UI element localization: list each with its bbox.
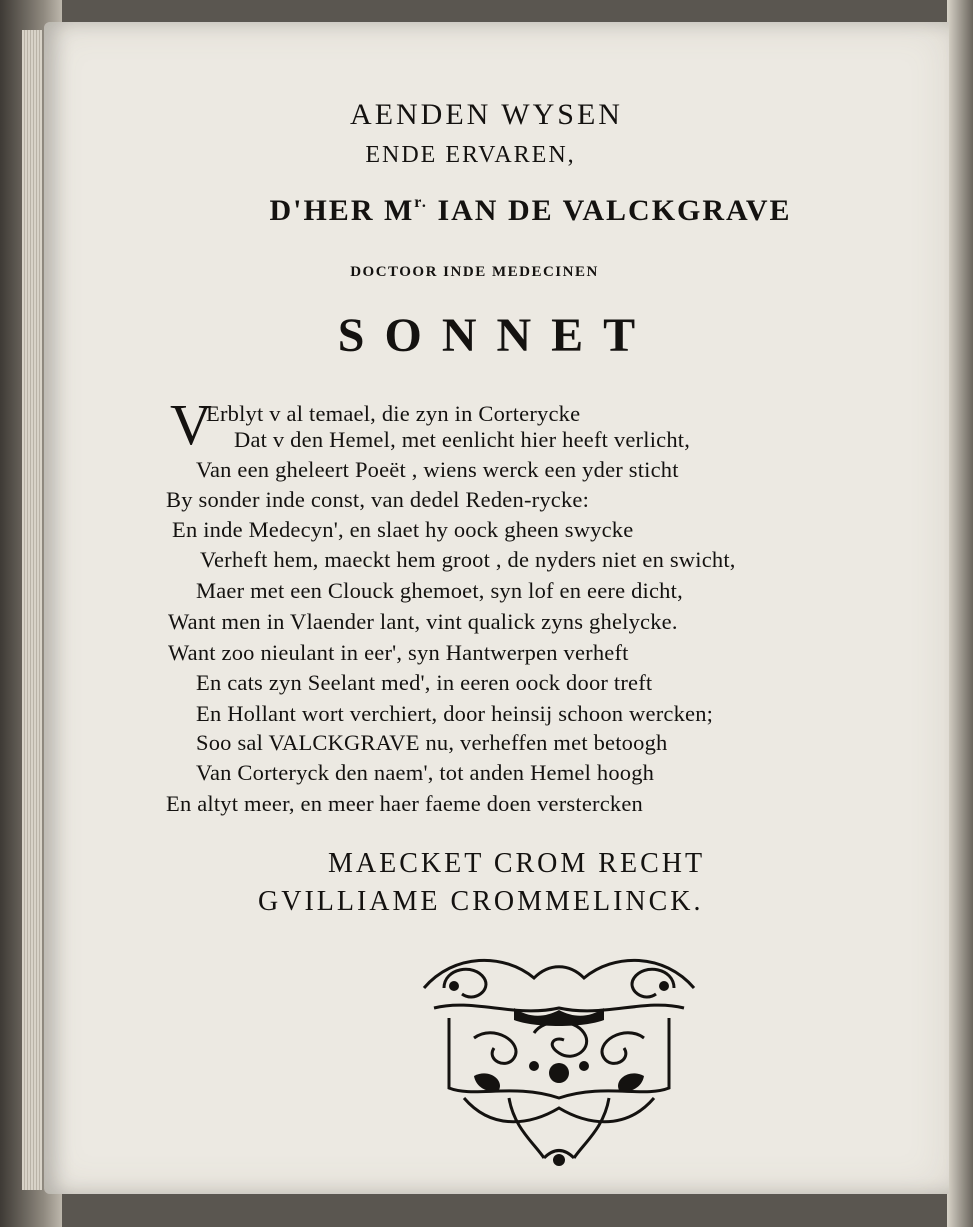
poem-line: Verheft hem, maeckt hem groot , de nyders niet en swicht,: [200, 547, 736, 572]
poem-line: Want men in Vlaender lant, vint qualick zyns ghelycke.: [168, 609, 678, 634]
poem-line: Van Corteryck den naem', tot anden Hemel hoogh: [196, 760, 655, 785]
heading-line-1: AENDEN WYSEN: [350, 98, 623, 131]
poem-line: Dat v den Hemel, met eenlicht hier heeft verlicht,: [234, 427, 691, 452]
heading-line-3b: IAN DE VALCKGRAVE: [427, 194, 792, 227]
poem-line: En cats zyn Seelant med', in eeren oock door treft: [196, 670, 653, 695]
poem-line: En altyt meer, en meer haer faeme doen verstercken: [166, 791, 643, 816]
poem-line: Van een gheleert Poeët , wiens werck een yder sticht: [196, 457, 679, 482]
book-right-edge: [947, 0, 973, 1227]
heading-line-3: [44, 194, 973, 228]
poem-line: Want zoo nieulant in eer', syn Hantwerpen verheft: [168, 640, 629, 665]
heading-line-4: DOCTOOR INDE MEDECINEN: [350, 264, 599, 280]
signature-author: GVILLIAME CROMMELINCK.: [258, 886, 704, 917]
signature-motto: MAECKET CROM RECHT: [328, 848, 706, 879]
page-stack: [22, 30, 42, 1190]
poem-line: Soo sal VALCKGRAVE nu, verheffen met betoogh: [196, 730, 668, 755]
heading-line-3-superscript: r.: [414, 194, 428, 211]
poem-line: By sonder inde const, van dedel Reden-rycke:: [166, 487, 590, 512]
poem-line: Erblyt v al temael, die zyn in Corterycke: [206, 401, 581, 426]
poem-line: Maer met een Clouck ghemoet, syn lof en eere dicht,: [196, 578, 683, 603]
poem-line: En inde Medecyn', en slaet hy oock gheen swycke: [172, 517, 634, 542]
poem-line: En Hollant wort verchiert, door heinsij schoon wercken;: [196, 701, 714, 726]
heading-line-3a: D'HER M: [269, 194, 415, 227]
sonnet-title: SONNET: [337, 309, 656, 362]
drop-cap: V: [170, 392, 212, 457]
heading-line-2: ENDE ERVAREN,: [365, 142, 576, 168]
woodcut-ornament-icon: [414, 948, 704, 1170]
